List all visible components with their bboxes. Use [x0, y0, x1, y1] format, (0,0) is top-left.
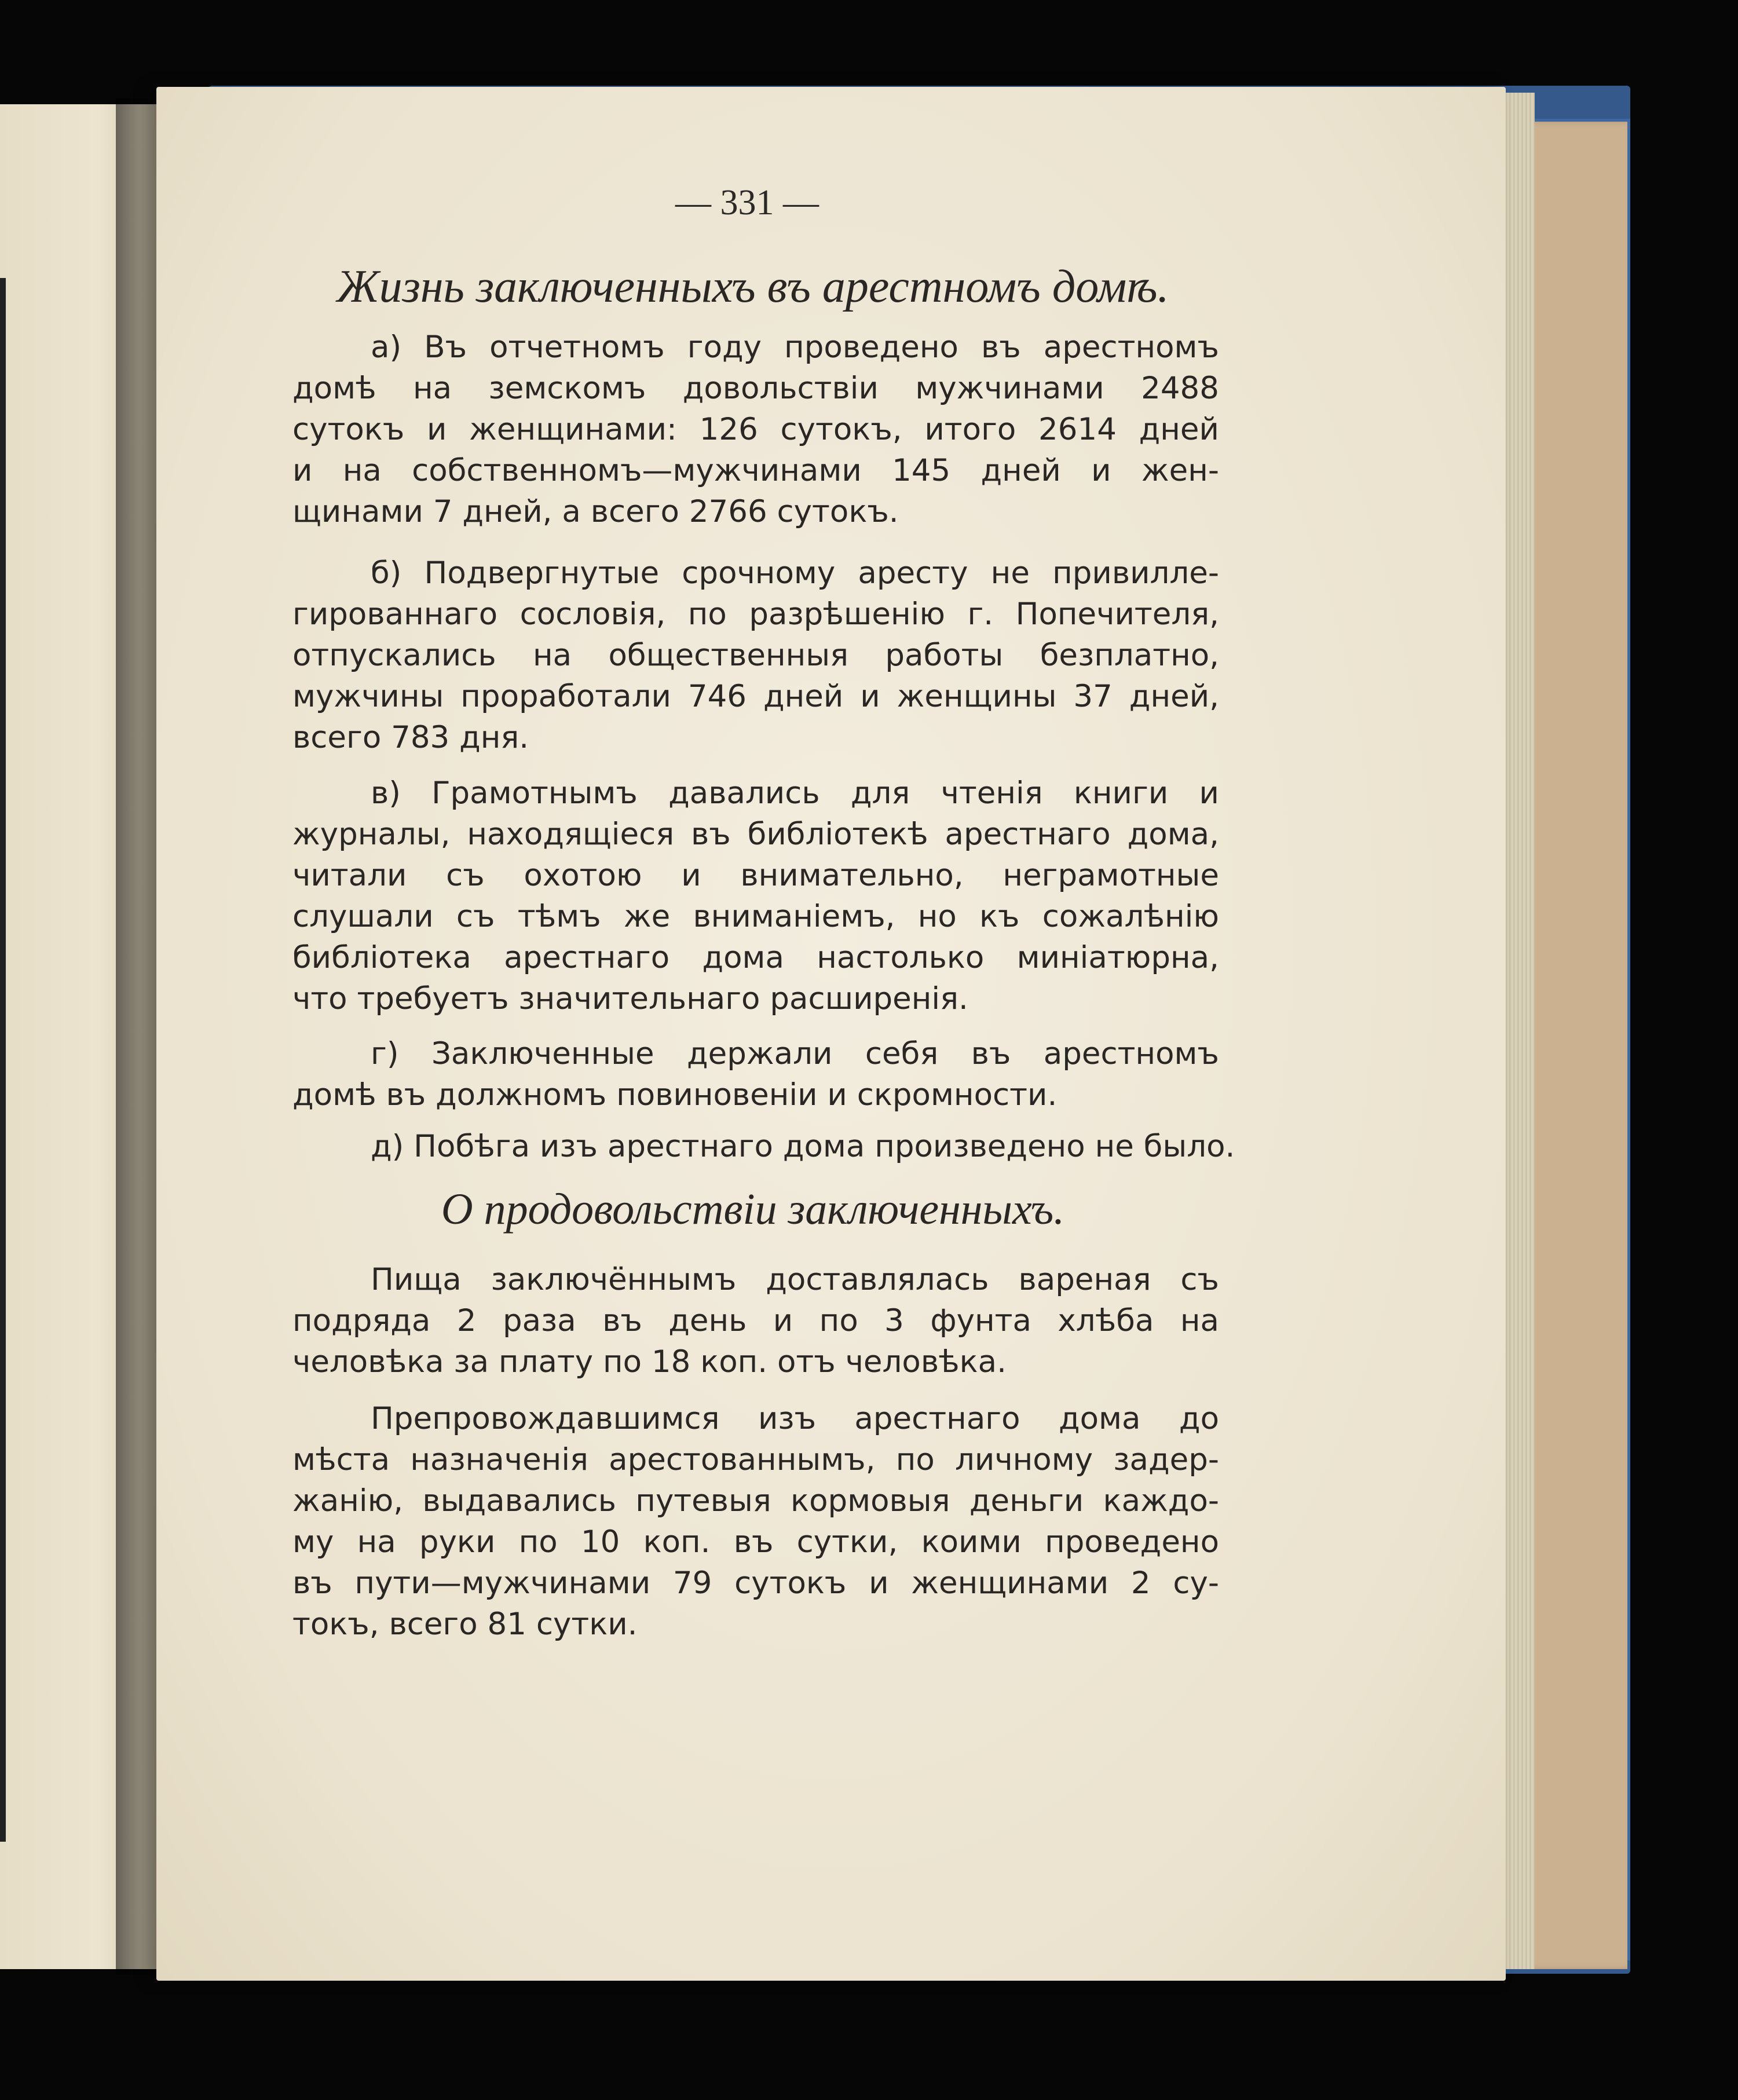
text-line: библіотека арестнаго дома настолько миніатюрна,	[292, 940, 1219, 975]
text-line: мѣста назначенія арестованнымъ, по личному задер-	[292, 1442, 1219, 1477]
text-line: въ пути—мужчинами 79 сутокъ и женщинами 2 су-	[292, 1565, 1219, 1601]
back-endpaper	[1523, 122, 1627, 1969]
text-line: сутокъ и женщинами: 126 сутокъ, итого 2614 дней	[292, 412, 1219, 447]
text-line: и на собственномъ—мужчинами 145 дней и жен-	[292, 453, 1219, 488]
text-line: токъ, всего 81 сутки.	[292, 1607, 638, 1642]
section-heading-prisoners-life: Жизнь заключенныхъ въ арестномъ домѣ.	[336, 261, 1169, 312]
text-line: в) Грамотнымъ давались для чтенія книги и	[371, 775, 1219, 811]
text-line: человѣка за плату по 18 коп. отъ человѣка.	[292, 1344, 1007, 1380]
text-line: домѣ на земскомъ довольствіи мужчинами 2488	[292, 371, 1219, 406]
text-line: всего 783 дня.	[292, 720, 529, 755]
text-line: Пища заключённымъ доставлялась вареная съ	[371, 1262, 1219, 1297]
text-line: Препровождавшимся изъ арестнаго дома до	[371, 1401, 1219, 1436]
text-line: подряда 2 раза въ день и по 3 фунта хлѣба на	[292, 1303, 1219, 1338]
text-line: читали съ охотою и внимательно, неграмотные	[292, 858, 1219, 893]
text-line: д) Побѣга изъ арестнаго дома произведено не было.	[371, 1129, 1235, 1164]
text-line: б) Подвергнутые срочному аресту не привилле-	[371, 555, 1219, 591]
text-line: а) Въ отчетномъ году проведено въ арестномъ	[371, 330, 1219, 365]
text-line: домѣ въ должномъ повиновеніи и скромности.	[292, 1077, 1058, 1113]
section-heading-prisoners-food: О продовольствіи заключенныхъ.	[441, 1185, 1065, 1234]
text-line: му на руки по 10 коп. въ сутки, коими проведено	[292, 1524, 1219, 1560]
left-page-edge-rule	[0, 278, 6, 1842]
text-line: гированнаго сословія, по разрѣшенію г. Попечителя,	[292, 597, 1219, 632]
text-line: г) Заключенные держали себя въ арестномъ	[371, 1036, 1219, 1071]
page-number: — 331 —	[675, 183, 819, 222]
text-line: отпускались на общественныя работы безплатно,	[292, 638, 1219, 673]
text-line: мужчины проработали 746 дней и женщины 37 дней,	[292, 679, 1219, 714]
text-line: журналы, находящіеся въ библіотекѣ арестнаго дома,	[292, 817, 1219, 852]
text-line: щинами 7 дней, а всего 2766 сутокъ.	[292, 494, 899, 529]
text-line: слушали съ тѣмъ же вниманіемъ, но къ сожалѣнію	[292, 899, 1219, 934]
text-line: что требуетъ значительнаго расширенія.	[292, 981, 968, 1016]
text-line: жанію, выдавались путевыя кормовыя деньги каждо-	[292, 1483, 1219, 1519]
